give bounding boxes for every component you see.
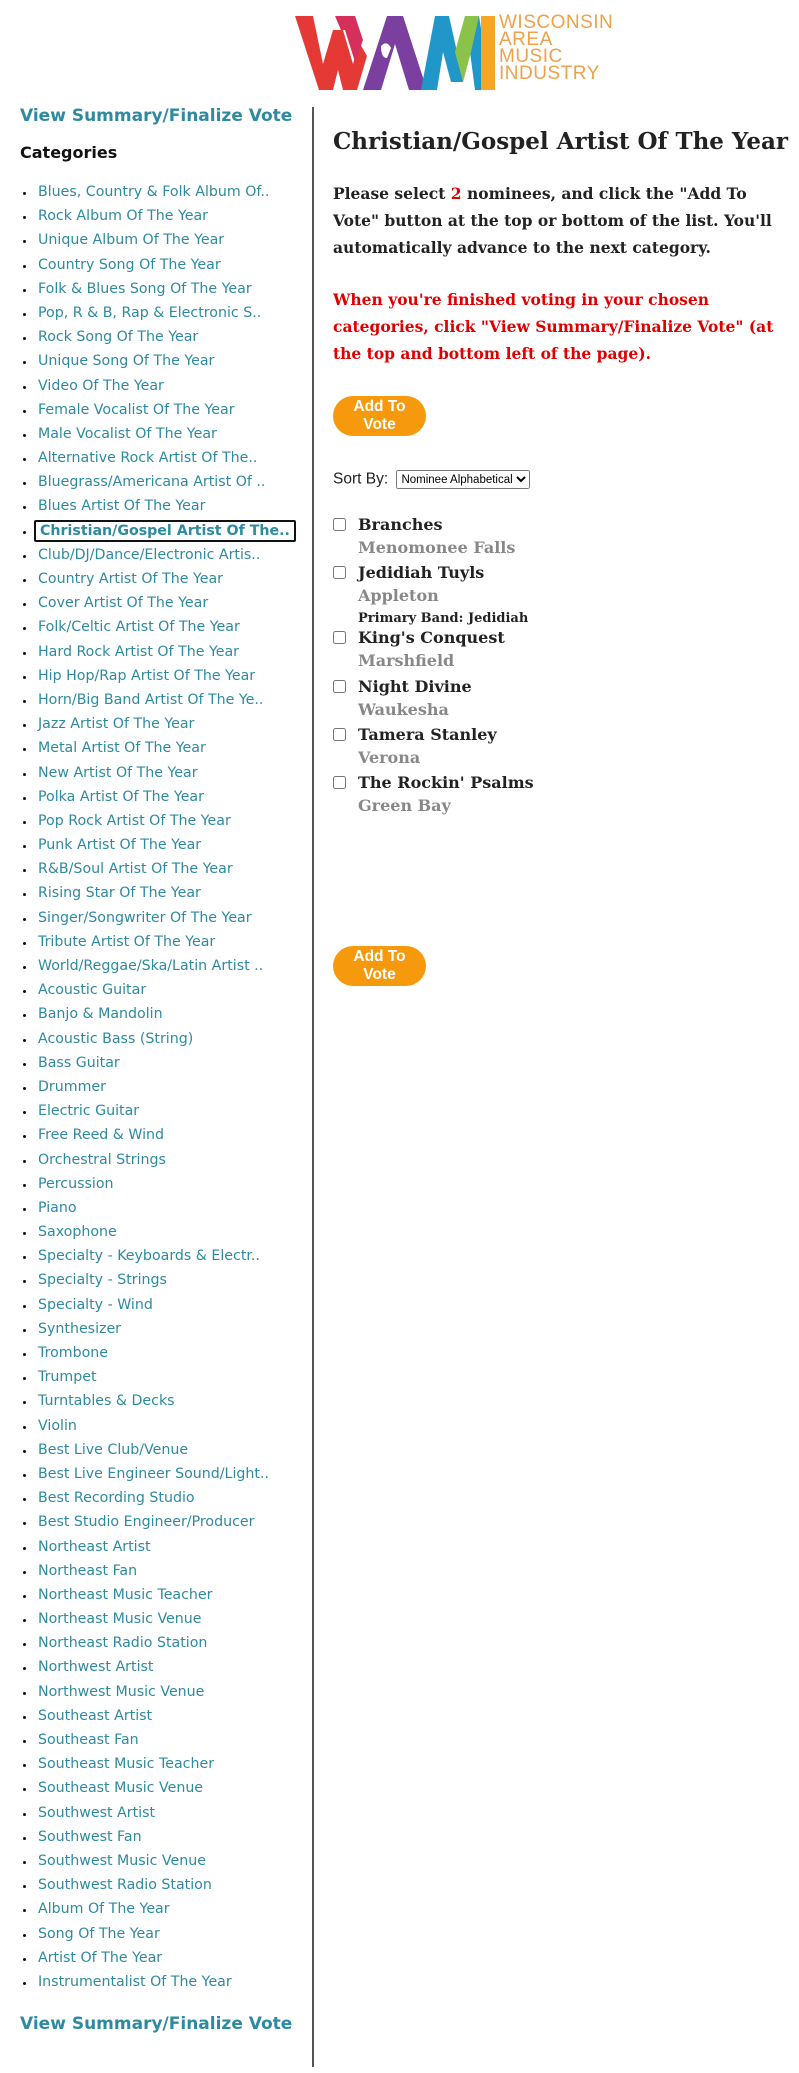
category-link[interactable]: Southeast Fan [38, 1732, 139, 1748]
category-item[interactable] [36, 736, 296, 760]
category-link[interactable]: Unique Song Of The Year [38, 353, 215, 370]
category-link[interactable]: Artist Of The Year [38, 1949, 163, 1966]
category-item[interactable] [36, 688, 296, 712]
category-link[interactable]: Northeast Radio Station [38, 1635, 208, 1652]
category-item[interactable] [36, 1196, 296, 1220]
category-item[interactable] [36, 761, 296, 785]
category-link[interactable]: World/Reggae/Ska/Latin Artist .. [38, 958, 264, 974]
category-item[interactable] [36, 1849, 296, 1873]
category-item[interactable] [36, 1389, 296, 1413]
wami-logo [295, 12, 620, 92]
category-item[interactable] [36, 664, 296, 688]
category-link[interactable]: Free Reed & Wind [38, 1127, 165, 1144]
category-link[interactable]: Best Live Club/Venue [38, 1441, 189, 1458]
summary-link-bottom-wrap [0, 2014, 292, 2034]
category-list [0, 180, 296, 1994]
category-link[interactable]: Rock Song Of The Year [38, 329, 199, 346]
category-link[interactable]: Northeast Music Teacher [38, 1586, 213, 1603]
category-link[interactable]: Country Artist Of The Year [38, 571, 223, 587]
category-link[interactable]: Horn/Big Band Artist Of The Ye.. [38, 691, 264, 708]
category-item[interactable] [36, 228, 296, 252]
nominee-count: 2 [450, 184, 462, 203]
category-item[interactable] [36, 1559, 296, 1583]
category-link[interactable]: Song Of The Year [38, 1925, 160, 1942]
category-link[interactable]: Acoustic Bass (String) [38, 1030, 194, 1047]
category-link[interactable]: Northwest Artist [38, 1659, 154, 1676]
category-item[interactable] [36, 591, 296, 615]
category-link[interactable]: Polka Artist Of The Year [38, 788, 204, 805]
category-link[interactable]: Drummer [38, 1078, 106, 1095]
category-item[interactable] [36, 1075, 296, 1099]
category-link[interactable]: Jazz Artist Of The Year [38, 716, 195, 733]
sort-label: Sort By: [333, 470, 389, 488]
category-item[interactable] [36, 1752, 296, 1776]
nominee-name: Branches [358, 515, 443, 534]
sort-control [333, 470, 530, 489]
category-link[interactable]: Specialty - Strings [38, 1272, 167, 1289]
category-item[interactable] [36, 253, 296, 277]
nominee-checkbox[interactable] [333, 728, 346, 741]
category-link[interactable]: R&B/Soul Artist Of The Year [38, 861, 233, 878]
nominee-name: Jedidiah Tuyls [358, 563, 485, 582]
category-link[interactable]: Turntables & Decks [38, 1393, 175, 1410]
nominee-name: The Rockin' Psalms [358, 773, 534, 792]
category-item[interactable] [36, 1631, 296, 1655]
category-item[interactable] [36, 1680, 296, 1704]
category-link[interactable]: Piano [38, 1199, 77, 1216]
category-link[interactable]: Trumpet [38, 1369, 97, 1386]
category-link[interactable]: New Artist Of The Year [38, 764, 198, 781]
category-item[interactable] [36, 1293, 296, 1317]
logo-line-4: INDUSTRY [499, 63, 600, 84]
sidebar-divider [312, 107, 314, 2067]
sort-select[interactable] [396, 470, 530, 489]
category-link[interactable]: Saxophone [38, 1224, 117, 1241]
category-link[interactable]: Metal Artist Of The Year [38, 740, 206, 757]
category-item[interactable] [36, 301, 296, 325]
category-link[interactable]: Southwest Artist [38, 1804, 156, 1821]
nominee-location: Appleton [358, 586, 439, 605]
category-link[interactable]: Northwest Music Venue [38, 1683, 205, 1700]
category-link[interactable]: Electric Guitar [38, 1103, 140, 1120]
category-link[interactable]: Pop, R & B, Rap & Electronic S.. [38, 304, 262, 321]
category-item[interactable] [36, 204, 296, 228]
finish-note: When you're finished voting in your chosen categories, click "View Summary/Finalize Vote" (at the top and bottom left of the page). [333, 290, 774, 363]
category-link[interactable]: Southwest Fan [38, 1828, 142, 1845]
category-link[interactable]: Instrumentalist Of The Year [38, 1973, 232, 1990]
category-link[interactable]: Pop Rock Artist Of The Year [38, 812, 231, 829]
category-link[interactable]: Blues Artist Of The Year [38, 498, 206, 515]
logo-wordmark [499, 14, 613, 82]
logo-line-2: AREA [499, 29, 553, 50]
category-item[interactable] [36, 1244, 296, 1268]
category-item[interactable] [36, 1486, 296, 1510]
category-link[interactable]: Country Song Of The Year [38, 256, 221, 273]
category-item[interactable] [36, 470, 296, 494]
view-summary-link-top[interactable]: View Summary/Finalize Vote [20, 106, 293, 126]
category-link[interactable]: Orchestral Strings [38, 1151, 166, 1168]
category-item[interactable] [36, 543, 296, 567]
category-item[interactable] [36, 374, 296, 398]
category-link[interactable]: Trombone [38, 1345, 109, 1361]
category-item[interactable] [36, 1728, 296, 1752]
nominee-location: Menomonee Falls [358, 538, 516, 557]
category-link[interactable]: Hip Hop/Rap Artist Of The Year [38, 667, 256, 684]
category-link[interactable]: Folk & Blues Song Of The Year [38, 280, 252, 297]
category-link[interactable]: Unique Album Of The Year [38, 232, 225, 249]
category-link[interactable]: Male Vocalist Of The Year [38, 425, 217, 442]
category-link[interactable]: Bluegrass/Americana Artist Of .. [38, 474, 266, 491]
summary-link-top-wrap [0, 106, 292, 126]
category-link[interactable]: Synthesizer [38, 1320, 122, 1337]
nominee-location: Marshfield [358, 651, 455, 670]
category-item[interactable] [36, 422, 296, 446]
category-link[interactable]: Rising Star Of The Year [38, 885, 201, 902]
categories-heading: Categories [20, 143, 118, 162]
category-item[interactable] [36, 494, 296, 518]
category-link[interactable]: Cover Artist Of The Year [38, 595, 209, 612]
category-item[interactable] [36, 180, 296, 204]
nominee-location: Green Bay [358, 796, 451, 815]
category-item[interactable] [36, 640, 296, 664]
category-item[interactable] [36, 978, 296, 1002]
category-item[interactable] [36, 1365, 296, 1389]
category-item[interactable] [36, 519, 296, 543]
category-item[interactable] [36, 1655, 296, 1679]
category-link[interactable]: Northeast Artist [38, 1538, 151, 1555]
category-item[interactable] [36, 615, 296, 639]
category-link[interactable]: Northeast Music Venue [38, 1611, 202, 1628]
category-link[interactable]: Southwest Radio Station [38, 1877, 212, 1894]
category-item[interactable] [36, 930, 296, 954]
category-item[interactable] [36, 1462, 296, 1486]
instructions-before: Please select [333, 184, 451, 203]
category-link[interactable]: Best Studio Engineer/Producer [38, 1514, 255, 1531]
category-item[interactable] [36, 1002, 296, 1026]
category-link[interactable]: Tribute Artist Of The Year [38, 933, 216, 950]
nominee-location: Waukesha [358, 700, 449, 719]
category-link[interactable]: Singer/Songwriter Of The Year [38, 909, 252, 926]
category-item[interactable] [36, 1510, 296, 1534]
nominee-name: Tamera Stanley [358, 725, 497, 744]
nominee-location: Verona [358, 748, 421, 767]
nominee-checkbox[interactable] [333, 680, 346, 693]
category-link[interactable]: Punk Artist Of The Year [38, 837, 202, 854]
category-item[interactable] [36, 1801, 296, 1825]
category-link[interactable]: Folk/Celtic Artist Of The Year [38, 619, 240, 636]
category-item[interactable] [36, 1123, 296, 1147]
nominee-checkbox[interactable] [333, 776, 346, 789]
category-link[interactable]: Video Of The Year [38, 377, 164, 394]
category-link[interactable]: Banjo & Mandolin [38, 1006, 163, 1023]
category-item[interactable] [36, 1946, 296, 1970]
category-item[interactable] [36, 906, 296, 930]
nominee-checkbox[interactable] [333, 631, 346, 644]
category-link[interactable]: Northeast Fan [38, 1562, 138, 1579]
category-item[interactable] [36, 1172, 296, 1196]
logo-line-1: WISCONSIN [499, 12, 614, 33]
logo-line-3: MUSIC [499, 46, 563, 67]
category-item[interactable] [36, 325, 296, 349]
instructions [333, 180, 793, 261]
category-link[interactable]: Rock Album Of The Year [38, 208, 209, 225]
category-item[interactable] [36, 1583, 296, 1607]
instructions-after: nominees, and click the "Add To Vote" button at the top or bottom of the list. You'll automatically advance to the next category. [333, 184, 772, 257]
category-item[interactable] [36, 833, 296, 857]
category-item[interactable] [36, 567, 296, 591]
category-item[interactable] [36, 1607, 296, 1631]
category-item[interactable] [36, 1027, 296, 1051]
category-item[interactable] [36, 1970, 296, 1994]
category-item[interactable] [36, 809, 296, 833]
nominee-checkbox[interactable] [333, 518, 346, 531]
category-link[interactable]: Alternative Rock Artist Of The.. [38, 450, 258, 467]
category-link[interactable]: Violin [38, 1417, 77, 1434]
category-item[interactable] [36, 1148, 296, 1172]
category-link[interactable]: Club/DJ/Dance/Electronic Artis.. [38, 546, 261, 563]
wami-logo-mark [295, 12, 495, 92]
category-item[interactable] [36, 1051, 296, 1075]
add-to-vote-button-top[interactable]: Add To Vote [333, 396, 426, 436]
category-item[interactable] [36, 1922, 296, 1946]
category-link[interactable]: Female Vocalist Of The Year [38, 401, 235, 418]
category-item[interactable] [36, 881, 296, 905]
category-link[interactable]: Christian/Gospel Artist Of The.. [34, 520, 296, 542]
category-item[interactable] [36, 398, 296, 422]
category-item[interactable] [36, 785, 296, 809]
category-link[interactable]: Best Live Engineer Sound/Light.. [38, 1465, 269, 1482]
category-item[interactable] [36, 1341, 296, 1365]
category-item[interactable] [36, 1897, 296, 1921]
category-item[interactable] [36, 954, 296, 978]
category-link[interactable]: Bass Guitar [38, 1054, 120, 1071]
category-link[interactable]: Acoustic Guitar [38, 982, 147, 999]
category-link[interactable]: Southeast Music Venue [38, 1780, 204, 1797]
nominee-checkbox[interactable] [333, 566, 346, 579]
nominee-primary-band: Primary Band: Jedidiah [358, 611, 529, 626]
category-link[interactable]: Hard Rock Artist Of The Year [38, 643, 239, 660]
category-link[interactable]: Best Recording Studio [38, 1490, 195, 1507]
category-item[interactable] [36, 349, 296, 373]
category-link[interactable]: Southeast Artist [38, 1707, 153, 1724]
category-link[interactable]: Southeast Music Teacher [38, 1756, 215, 1773]
category-link[interactable]: Percussion [38, 1175, 114, 1192]
category-item[interactable] [36, 446, 296, 470]
category-item[interactable] [36, 1220, 296, 1244]
add-to-vote-button-bottom[interactable]: Add To Vote [333, 946, 426, 986]
category-item[interactable] [36, 1535, 296, 1559]
category-link[interactable]: Blues, Country & Folk Album Of.. [38, 184, 270, 200]
category-item[interactable] [36, 1825, 296, 1849]
category-item[interactable] [36, 277, 296, 301]
category-link[interactable]: Specialty - Wind [38, 1296, 153, 1313]
category-item[interactable] [36, 1704, 296, 1728]
category-item[interactable] [36, 1873, 296, 1897]
view-summary-link-bottom[interactable]: View Summary/Finalize Vote [20, 2014, 293, 2034]
nominee-name: Night Divine [358, 677, 472, 696]
category-item[interactable] [36, 1317, 296, 1341]
category-item[interactable] [36, 1438, 296, 1462]
category-item[interactable] [36, 1099, 296, 1123]
category-link[interactable]: Album Of The Year [38, 1901, 170, 1918]
category-item[interactable] [36, 1776, 296, 1800]
page-title: Christian/Gospel Artist Of The Year [333, 128, 789, 155]
category-item[interactable] [36, 712, 296, 736]
nominee-name: King's Conquest [358, 628, 505, 647]
category-item[interactable] [36, 1414, 296, 1438]
category-link[interactable]: Specialty - Keyboards & Electr.. [38, 1248, 260, 1265]
category-link[interactable]: Southwest Music Venue [38, 1852, 206, 1869]
category-item[interactable] [36, 1268, 296, 1292]
category-item[interactable] [36, 857, 296, 881]
